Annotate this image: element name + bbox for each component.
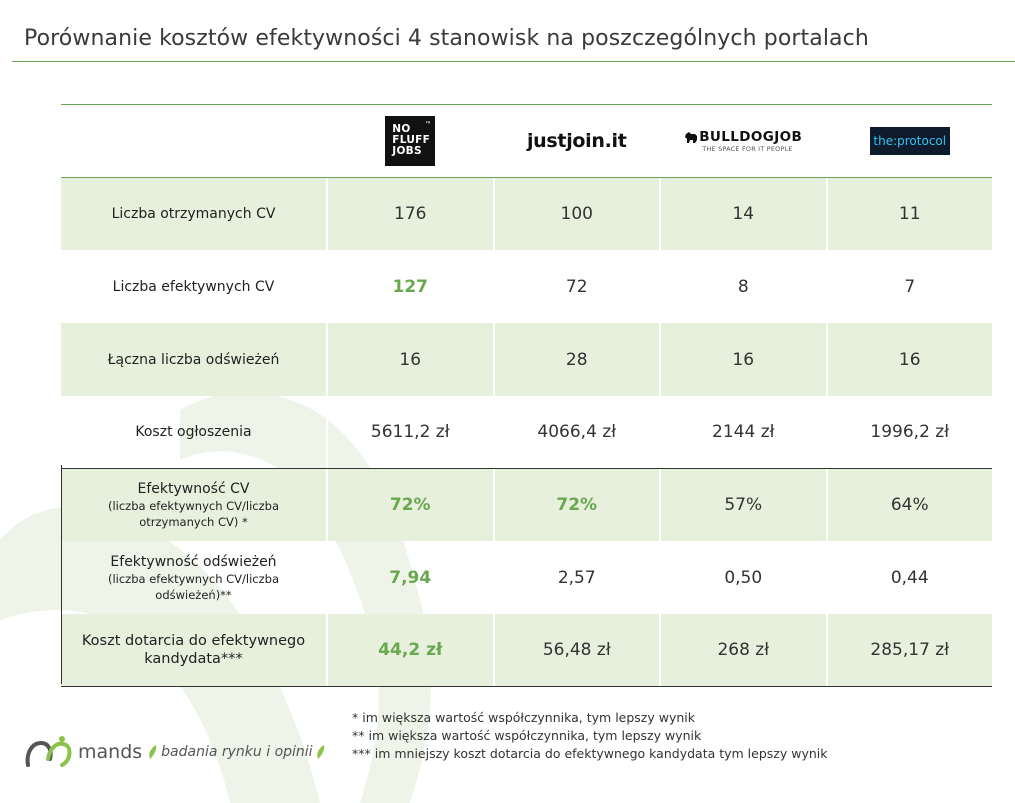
table-row (61, 250, 992, 323)
row-value: 127 (326, 250, 493, 323)
leaf-icon (148, 745, 158, 759)
row-value: 16 (659, 323, 826, 396)
footnote: ** im większa wartość współczynnika, tym lepszy wynik (352, 728, 702, 743)
row-value: 16 (826, 323, 993, 396)
row-value: 1996,2 zł (826, 396, 993, 468)
footnote: *** im mniejszy koszt dotarcia do efektywnego kandydata tym lepszy wynik (352, 746, 828, 761)
table-left-border (61, 465, 62, 684)
table-row (61, 178, 992, 250)
row-value: 72 (493, 250, 660, 323)
comparison-table (61, 104, 992, 687)
nofluffjobs-logo (385, 116, 435, 166)
table-header-logos (61, 105, 992, 178)
header-theprotocol (826, 105, 993, 177)
row-label: Liczba efektywnych CV (112, 278, 275, 295)
nofluffjobs-logo-line2: FLUFF (392, 134, 431, 146)
row-label: Koszt dotarcia do efektywnego kandydata*** (61, 614, 326, 686)
row-label: Łączna liczba odświeżeń (61, 323, 326, 396)
leaf-icon (316, 745, 326, 759)
table-row (61, 614, 992, 686)
bulldogjob-logo (684, 129, 802, 153)
bulldogjob-tagline: THE SPACE FOR IT PEOPLE (702, 145, 793, 153)
bulldog-icon (684, 131, 699, 144)
row-value: 56,48 zł (493, 614, 660, 686)
row-value: 16 (326, 323, 493, 396)
row-value: 64% (826, 469, 993, 541)
row-value: 0,44 (826, 541, 993, 614)
row-value: 7 (826, 250, 993, 323)
row-value: 176 (326, 178, 493, 250)
nofluffjobs-logo-line1: NO (392, 123, 411, 135)
theprotocol-logo: the:protocol (870, 127, 950, 155)
brand-logo (24, 735, 326, 769)
header-empty-cell (61, 105, 326, 177)
table-bottom-rule (61, 686, 992, 687)
row-value: 4066,4 zł (493, 396, 660, 468)
row-label: Koszt ogłoszenia (135, 424, 252, 440)
row-value: 11 (826, 178, 993, 250)
row-value: 285,17 zł (826, 614, 993, 686)
footnote: * im większa wartość współczynnika, tym lepszy wynik (352, 710, 695, 725)
title-divider (12, 61, 1015, 62)
row-value: 5611,2 zł (326, 396, 493, 468)
header-nofluffjobs (326, 105, 493, 177)
page-title: Porównanie kosztów efektywności 4 stanowisk na poszczególnych portalach (24, 26, 869, 51)
nofluffjobs-tm: ™ (424, 121, 432, 128)
table-row (61, 541, 992, 614)
row-value: 2144 zł (659, 396, 826, 468)
table-row (61, 396, 992, 468)
row-value: 14 (659, 178, 826, 250)
row-value: 72% (326, 469, 493, 541)
row-label: Efektywność odświeżeń (liczba efektywnych CV/liczba odświeżeń)** (107, 553, 280, 602)
row-value: 28 (493, 323, 660, 396)
mands-logo-icon (24, 735, 74, 769)
header-justjoin (493, 105, 660, 177)
row-value: 8 (659, 250, 826, 323)
row-value: 44,2 zł (326, 614, 493, 686)
header-bulldogjob (659, 105, 826, 177)
brand-tagline: badania rynku i opinii (161, 744, 313, 760)
brand-tagline-wrap (148, 744, 325, 760)
row-label: Liczba otrzymanych CV (61, 178, 326, 250)
row-value: 268 zł (659, 614, 826, 686)
table-row (61, 468, 992, 541)
nofluffjobs-logo-line3: JOBS (392, 145, 422, 157)
row-label: Efektywność CV (liczba efektywnych CV/liczba otrzymanych CV) * (61, 469, 326, 541)
row-value: 57% (659, 469, 826, 541)
justjoin-logo: justjoin.it (526, 130, 627, 152)
row-value: 7,94 (326, 541, 493, 614)
brand-name: mands (78, 741, 143, 763)
row-value: 0,50 (659, 541, 826, 614)
bulldogjob-name: BULLDOGJOB (699, 129, 803, 145)
row-value: 100 (493, 178, 660, 250)
table-row (61, 323, 992, 396)
row-value: 2,57 (493, 541, 660, 614)
row-value: 72% (493, 469, 660, 541)
footnotes (352, 709, 827, 763)
